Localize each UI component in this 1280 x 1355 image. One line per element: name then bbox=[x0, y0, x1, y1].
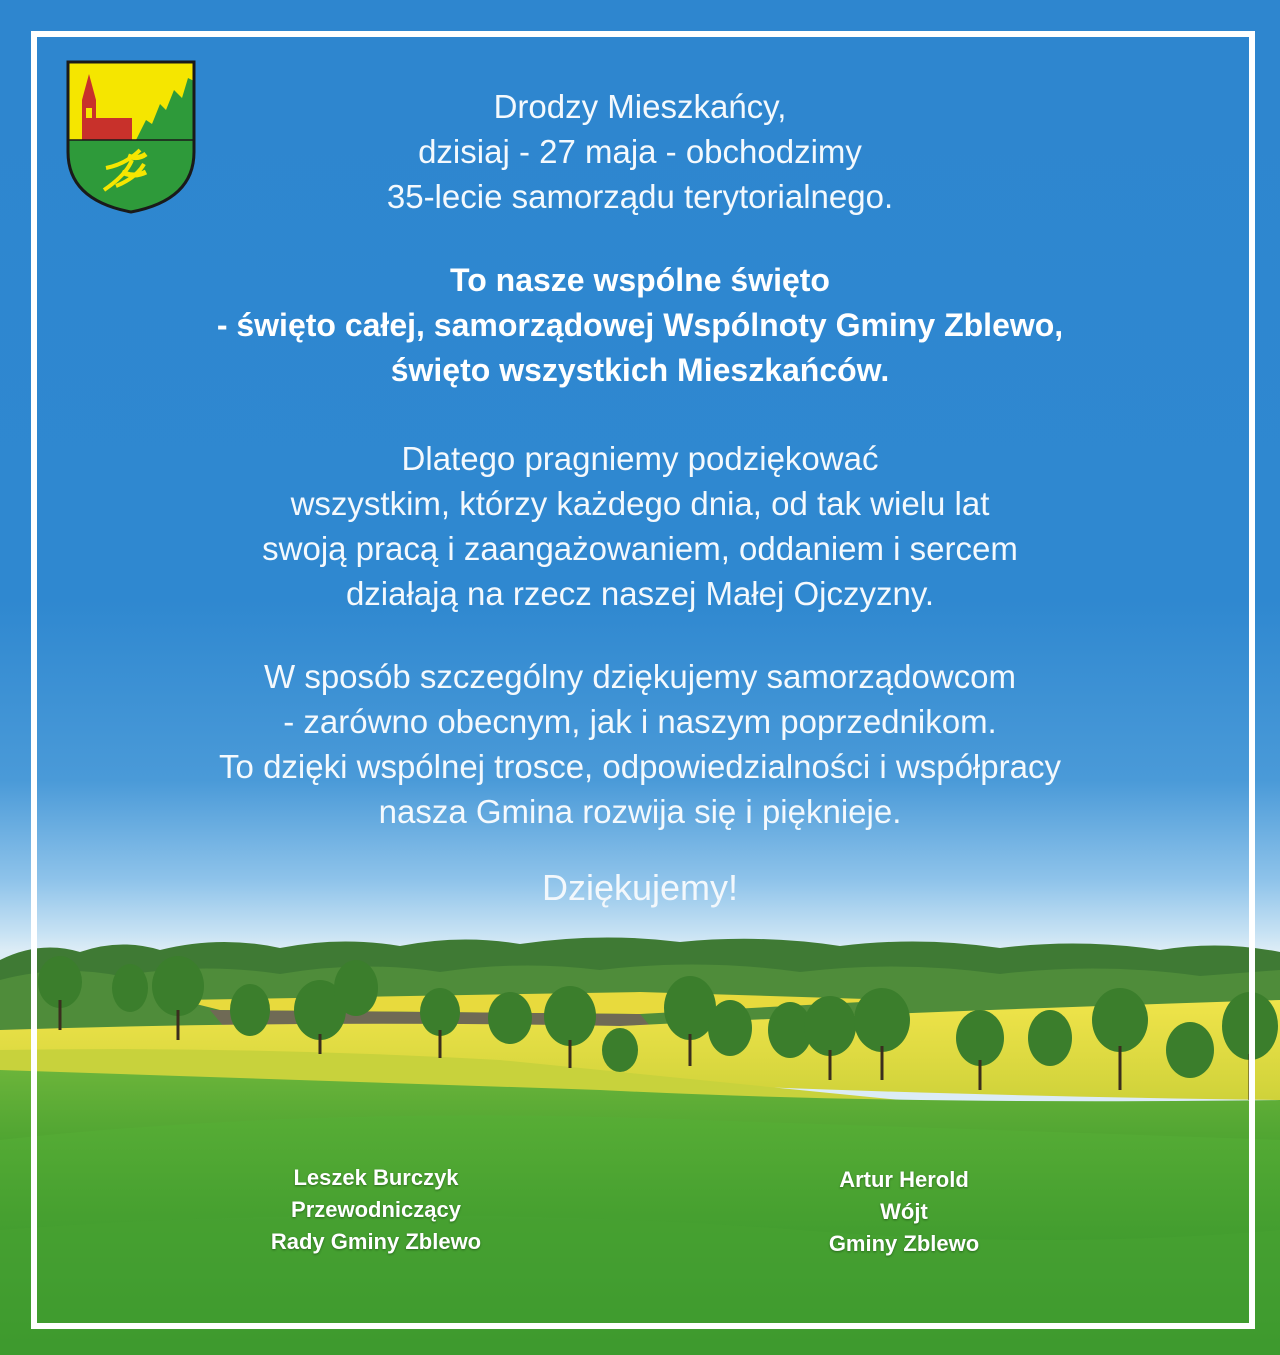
signature-name: Artur Herold bbox=[839, 1167, 969, 1192]
signature-title: Wójt bbox=[880, 1199, 928, 1224]
signature-office: Gminy Zblewo bbox=[828, 1231, 980, 1256]
signature-title: Przewodniczący bbox=[291, 1197, 461, 1222]
holiday-text bbox=[100, 258, 1180, 393]
signature-mayor bbox=[754, 1164, 1054, 1260]
thanks-line: swoją pracą i zaangażowaniem, oddaniem i sercem bbox=[262, 530, 1018, 567]
special-line: nasza Gmina rozwija się i pięknieje. bbox=[378, 793, 902, 830]
holiday-line: - święto całej, samorządowej Wspólnoty Gminy Zblewo, bbox=[216, 307, 1064, 343]
closing-text: Dziękujemy! bbox=[541, 867, 739, 908]
holiday-line: święto wszystkich Mieszkańców. bbox=[390, 352, 890, 388]
greeting-text bbox=[100, 84, 1180, 219]
special-line: W sposób szczególny dziękujemy samorządowcom bbox=[264, 658, 1016, 695]
thanks-text bbox=[100, 436, 1180, 616]
special-thanks-text bbox=[100, 654, 1180, 834]
signature-office: Rady Gminy Zblewo bbox=[270, 1229, 482, 1254]
holiday-line: To nasze wspólne święto bbox=[450, 262, 830, 298]
special-line: To dzięki wspólnej trosce, odpowiedzialności i współpracy bbox=[219, 748, 1061, 785]
special-line: - zarówno obecnym, jak i naszym poprzednikom. bbox=[283, 703, 997, 740]
greeting-line: Drodzy Mieszkańcy, bbox=[493, 88, 787, 125]
greeting-line: 35-lecie samorządu terytorialnego. bbox=[386, 178, 894, 215]
greeting-line: dzisiaj - 27 maja - obchodzimy bbox=[418, 133, 862, 170]
thanks-line: wszystkim, którzy każdego dnia, od tak wielu lat bbox=[290, 485, 990, 522]
signature-name: Leszek Burczyk bbox=[293, 1165, 459, 1190]
thanks-line: działają na rzecz naszej Małej Ojczyzny. bbox=[345, 575, 935, 612]
signature-chairman bbox=[226, 1162, 526, 1258]
thanks-line: Dlatego pragniemy podziękować bbox=[401, 440, 879, 477]
